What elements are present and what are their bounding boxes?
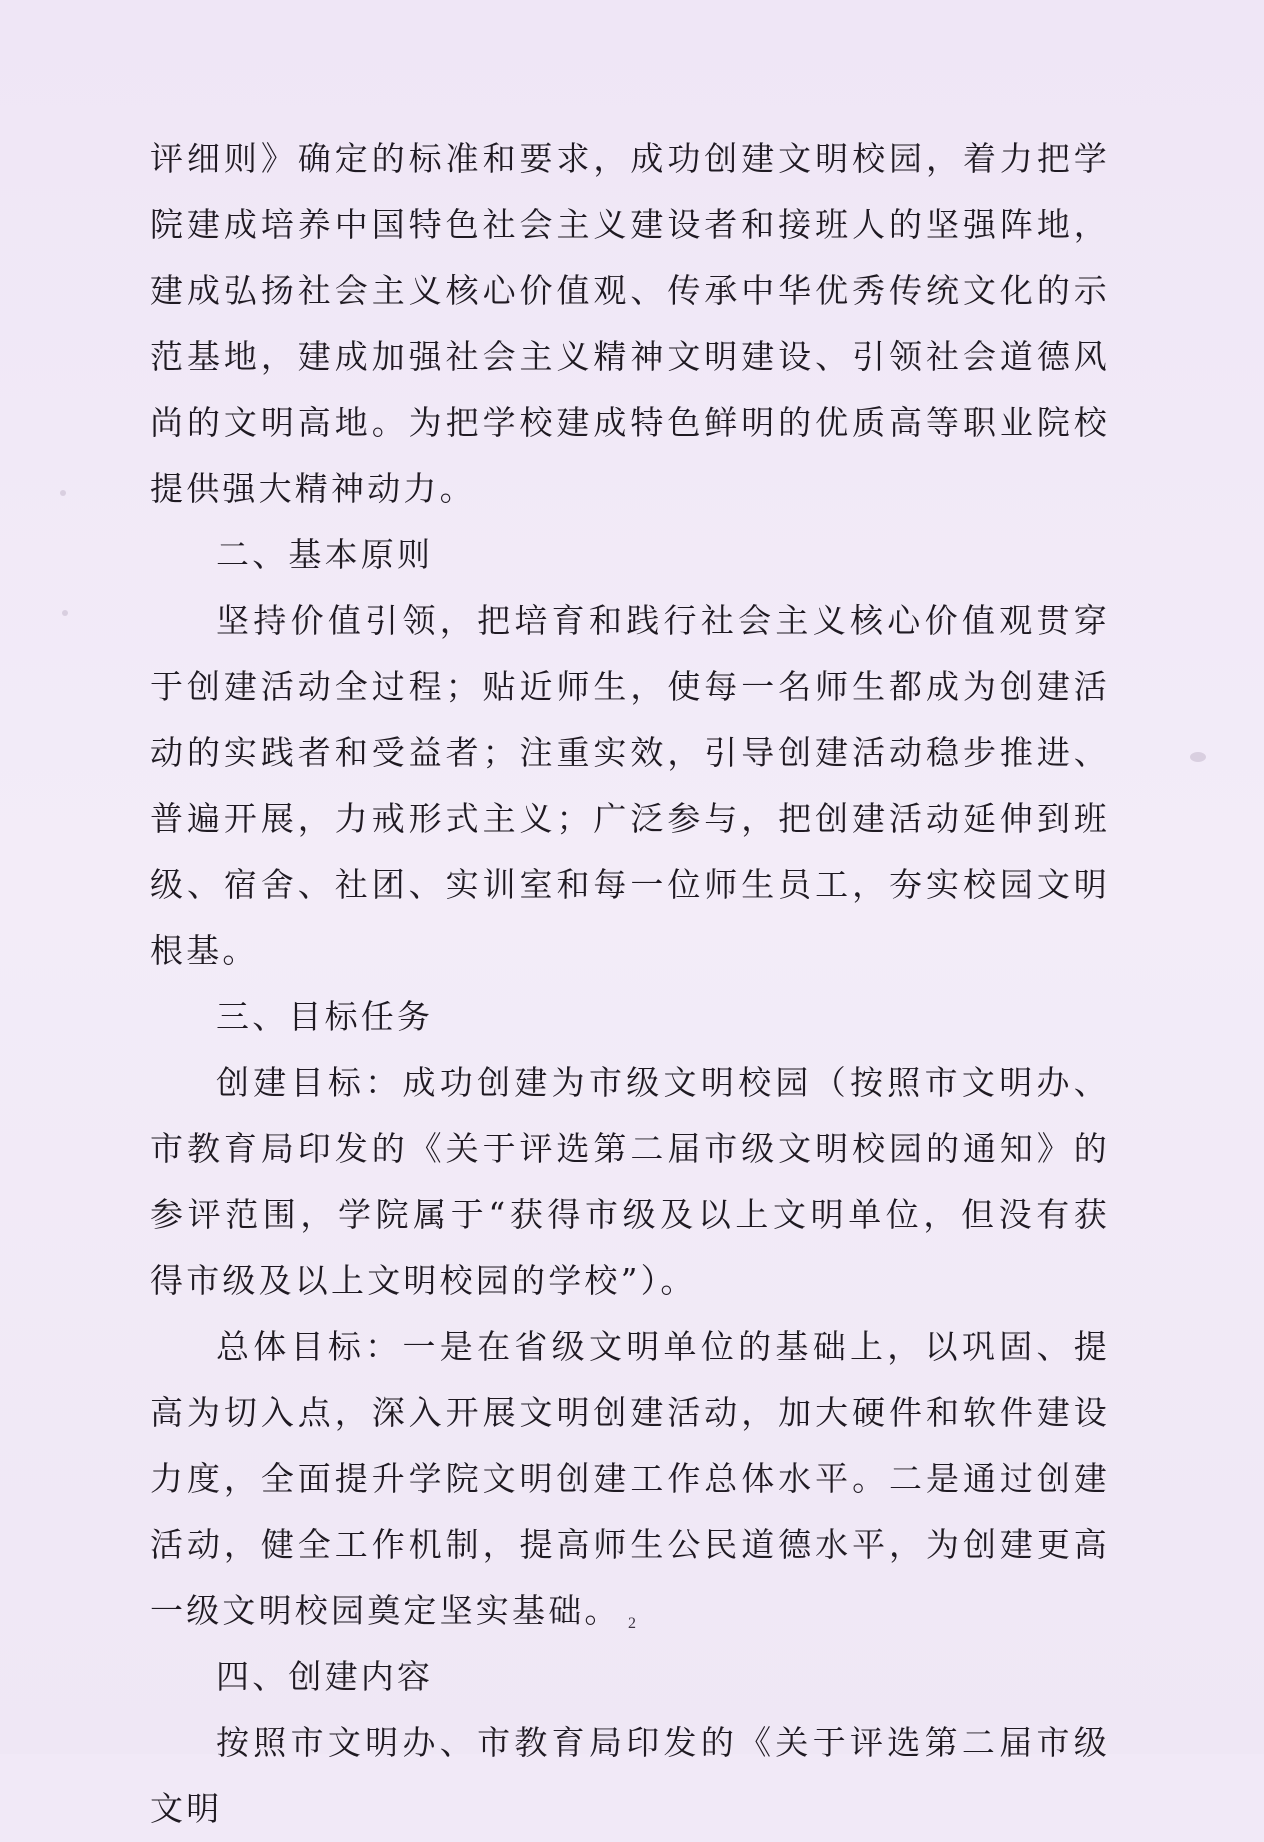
section-heading-creation-content: 四、创建内容 [216, 1657, 434, 1696]
page-number: 2 [628, 1615, 636, 1632]
section-heading-basic-principles: 二、基本原则 [216, 535, 434, 574]
scan-artifact-dot [1190, 752, 1206, 762]
paragraph-intro-continued: 评细则》确定的标准和要求，成功创建文明校园，着力把学院建成培养中国特色社会主义建设者和接班人的坚强阵地，建成弘扬社会主义核心价值观、传承中华优秀传统文化的示范基地，建成加强社会主义精神文明建设、引领社会道德风尚的文明高地。为把学校建成特色鲜明的优质高等职业院校提供强大精神动力。 [150, 139, 1110, 508]
document-body [150, 126, 1110, 1842]
paragraph-overall-goal: 总体目标：一是在省级文明单位的基础上，以巩固、提高为切入点，深入开展文明创建活动，加大硬件和软件建设力度，全面提升学院文明创建工作总体水平。二是通过创建活动，健全工作机制，提高师生公民道德水平，为创建更高一级文明校园奠定坚实基础。 [150, 1327, 1110, 1630]
paragraph-creation-goal: 创建目标：成功创建为市级文明校园（按照市文明办、市教育局印发的《关于评选第二届市级文明校园的通知》的参评范围，学院属于“获得市级及以上文明单位，但没有获得市级及以上文明校园的学校”）。 [150, 1063, 1110, 1300]
scan-artifact-dot [62, 610, 68, 616]
scan-artifact-dot [60, 490, 66, 496]
paragraph-creation-content: 按照市文明办、市教育局印发的《关于评选第二届市级文明 [150, 1723, 1110, 1828]
section-heading-goals-tasks: 三、目标任务 [216, 997, 434, 1036]
paragraph-basic-principles: 坚持价值引领，把培育和践行社会主义核心价值观贯穿于创建活动全过程；贴近师生，使每一名师生都成为创建活动的实践者和受益者；注重实效，引导创建活动稳步推进、普遍开展，力戒形式主义；广泛参与，把创建活动延伸到班级、宿舍、社团、实训室和每一位师生员工，夯实校园文明根基。 [150, 601, 1110, 970]
